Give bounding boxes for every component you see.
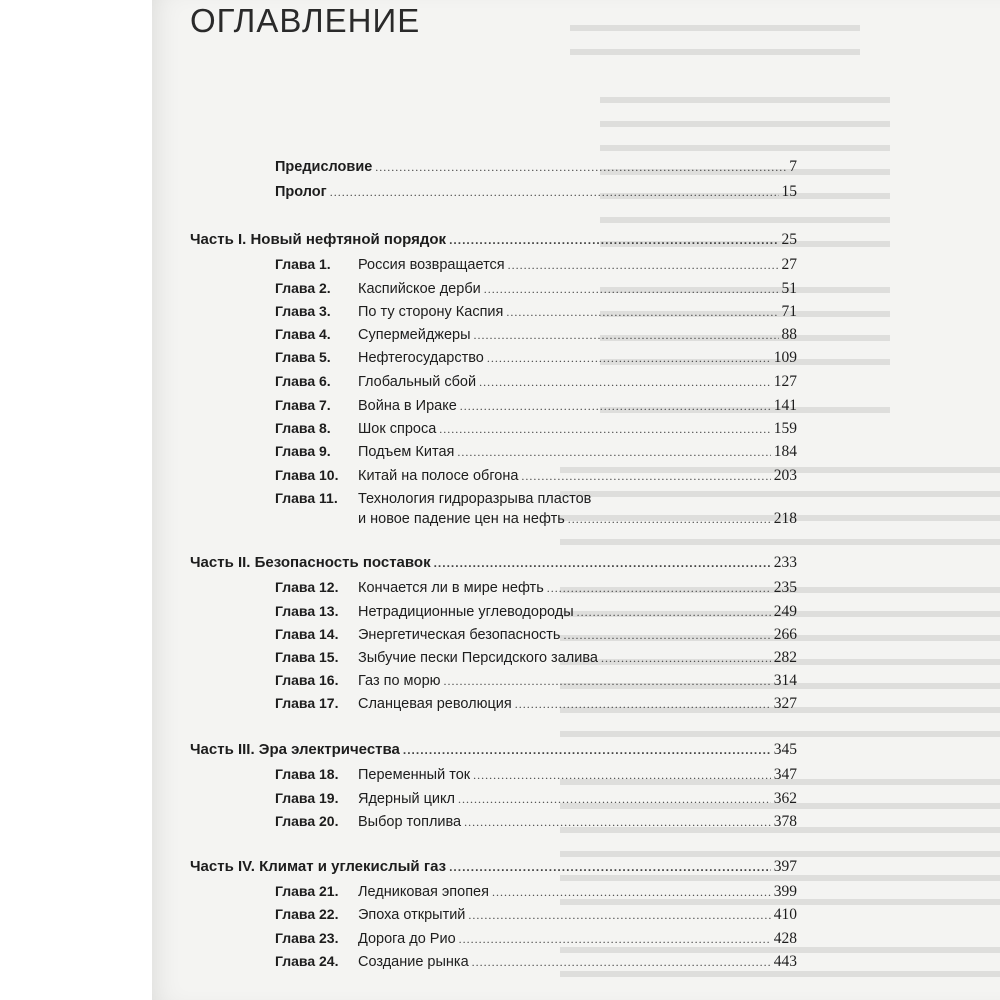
chapter-number: Глава 23. [275,930,339,946]
page-title: ОГЛАВЛЕНИЕ [190,2,421,39]
chapter-title-line-2: и новое падение цен на нефть [358,511,565,527]
page-number: 109 [773,349,797,366]
page-number: 327 [773,695,797,712]
page-number: 443 [773,953,797,970]
chapter-title: Глобальный сбой [358,374,477,390]
chapter-number: Глава 24. [275,953,339,969]
toc-part-3[interactable] [190,739,797,761]
leader-dots [484,278,779,300]
toc-chapter-7[interactable] [190,394,797,416]
toc-entry-preface[interactable] [190,156,797,178]
leader-dots [460,395,771,417]
toc-chapter-18[interactable] [190,763,797,785]
page-number: 378 [773,813,797,830]
chapter-number: Глава 8. [275,420,331,436]
page-number: 399 [773,883,797,900]
page-number: 71 [781,303,797,320]
chapter-title: Переменный ток [358,767,471,783]
leader-dots [479,371,771,393]
chapter-title: Подъем Китая [358,444,455,460]
chapter-number: Глава 11. [275,490,338,506]
chapter-number: Глава 18. [275,766,339,782]
leader-dots [474,324,779,346]
toc-chapter-6[interactable] [190,370,797,392]
chapter-number: Глава 1. [275,256,331,272]
leader-dots [439,418,770,440]
leader-dots [472,951,771,973]
toc-chapter-1[interactable] [190,253,797,275]
chapter-number: Глава 4. [275,326,331,342]
page-number: 127 [773,373,797,390]
chapter-title: Дорога до Рио [358,931,456,947]
toc-chapter-9[interactable] [190,440,797,462]
chapter-number: Глава 5. [275,349,331,365]
leader-dots [434,552,771,574]
page-number: 141 [773,397,797,414]
page-number: 159 [773,420,797,437]
chapter-title: Нефтегосударство [358,350,484,366]
page-number: 203 [773,467,797,484]
chapter-number: Глава 21. [275,883,339,899]
chapter-number: Глава 20. [275,813,339,829]
chapter-title: Выбор топлива [358,814,462,830]
toc-chapter-17[interactable] [190,692,797,714]
toc-chapter-4[interactable] [190,323,797,345]
toc-chapter-24[interactable] [190,950,797,972]
chapter-title: Сланцевая революция [358,696,512,712]
entry-label: Пролог [275,184,327,200]
leader-dots [601,647,771,669]
chapter-number: Глава 3. [275,303,331,319]
part-label: Часть III. Эра электричества [190,741,400,758]
chapter-number: Глава 13. [275,603,339,619]
leader-dots [330,181,779,203]
page-number: 27 [781,256,797,273]
page-number: 235 [773,579,797,596]
leader-dots [508,254,779,276]
chapter-title: По ту сторону Каспия [358,304,504,320]
chapter-title: Супермейджеры [358,327,471,343]
page-number: 15 [781,183,797,200]
chapter-title: Создание рынка [358,954,469,970]
leader-dots [568,508,771,530]
leader-dots [577,601,771,623]
page-number: 428 [773,930,797,947]
toc-chapter-11[interactable] [190,487,797,509]
chapter-number: Глава 10. [275,467,339,483]
chapter-title: Война в Ираке [358,398,457,414]
toc-chapter-13[interactable] [190,600,797,622]
toc-chapter-14[interactable] [190,623,797,645]
chapter-number: Глава 12. [275,579,339,595]
leader-dots [444,670,771,692]
leader-dots [506,301,778,323]
part-label: Часть I. Новый нефтяной порядок [190,231,447,248]
page-number: 7 [789,158,797,175]
chapter-number: Глава 14. [275,626,339,642]
toc-part-2[interactable] [190,552,797,574]
toc-chapter-22[interactable] [190,903,797,925]
page-number: 184 [773,443,797,460]
chapter-number: Глава 2. [275,280,331,296]
leader-dots [515,693,771,715]
page-number: 397 [773,858,797,875]
page-number: 266 [773,626,797,643]
page-number: 345 [773,741,797,758]
toc-chapter-12[interactable] [190,576,797,598]
chapter-number: Глава 15. [275,649,339,665]
toc-chapter-11-continued[interactable] [190,508,797,530]
chapter-title: Зыбучие пески Персидского залива [358,650,598,666]
page-number: 362 [773,790,797,807]
leader-dots [459,928,771,950]
chapter-title: Ледниковая эпопея [358,884,489,900]
chapter-number: Глава 9. [275,443,331,459]
toc-chapter-8[interactable] [190,417,797,439]
toc-chapter-23[interactable] [190,927,797,949]
leader-dots [458,788,771,810]
chapter-number: Глава 16. [275,672,339,688]
leader-dots [449,229,778,251]
page-number: 314 [773,672,797,689]
leader-dots [521,465,770,487]
toc-part-1[interactable] [190,229,797,251]
toc-chapter-16[interactable] [190,669,797,691]
leader-dots [473,764,771,786]
page-number: 51 [781,280,797,297]
chapter-title: Нетрадиционные углеводороды [358,604,574,620]
toc-chapter-3[interactable] [190,300,797,322]
chapter-title: Каспийское дерби [358,281,481,297]
leader-dots [457,441,770,463]
toc-part-4[interactable] [190,856,797,878]
chapter-number: Глава 7. [275,397,331,413]
chapter-title: Кончается ли в мире нефть [358,580,544,596]
chapter-title: Технология гидроразрыва пластов [358,491,592,507]
page-number: 347 [773,766,797,783]
leader-dots [487,347,771,369]
chapter-title: Энергетическая безопасность [358,627,561,643]
part-label: Часть IV. Климат и углекислый газ [190,858,447,875]
leader-dots [563,624,770,646]
chapter-title: Шок спроса [358,421,437,437]
leader-dots [403,739,771,761]
chapter-title: Эпоха открытий [358,907,466,923]
chapter-title: Газ по морю [358,673,441,689]
leader-dots [492,881,771,903]
entry-label: Предисловие [275,159,373,175]
page-number: 25 [781,231,797,248]
chapter-title: Ядерный цикл [358,791,455,807]
part-label: Часть II. Безопасность поставок [190,554,431,571]
toc-entry-prologue[interactable] [190,181,797,203]
chapter-number: Глава 22. [275,906,339,922]
leader-dots [375,156,786,178]
leader-dots [449,856,771,878]
chapter-number: Глава 17. [275,695,339,711]
toc-chapter-19[interactable] [190,787,797,809]
leader-dots [547,577,771,599]
page-number: 249 [773,603,797,620]
toc-chapter-10[interactable] [190,464,797,486]
leader-dots [464,811,771,833]
leader-dots [468,904,770,926]
page-number: 218 [773,510,797,527]
toc-chapter-5[interactable] [190,346,797,368]
chapter-title: Китай на полосе обгона [358,468,519,484]
chapter-number: Глава 6. [275,373,331,389]
page-number: 88 [781,326,797,343]
page-number: 410 [773,906,797,923]
toc-chapter-15[interactable] [190,646,797,668]
toc-chapter-2[interactable] [190,277,797,299]
toc-chapter-20[interactable] [190,810,797,832]
page-number: 233 [773,554,797,571]
page-number: 282 [773,649,797,666]
toc-chapter-21[interactable] [190,880,797,902]
chapter-title: Россия возвращается [358,257,505,273]
chapter-number: Глава 19. [275,790,339,806]
